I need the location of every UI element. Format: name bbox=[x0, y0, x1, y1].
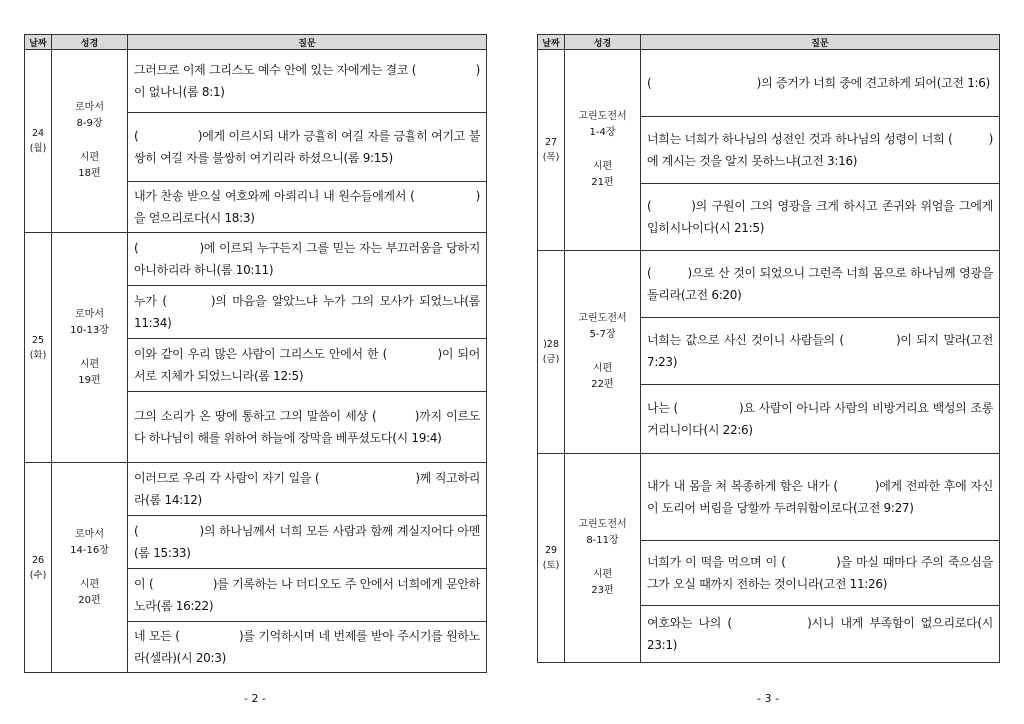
bible-cell bbox=[565, 454, 641, 663]
chapter-range: 8-9장 bbox=[76, 118, 103, 129]
date-cell bbox=[538, 50, 565, 251]
book-name: 고린도전서 bbox=[578, 313, 627, 324]
table-row bbox=[538, 50, 1000, 117]
question-cell: 내가 내 몸을 쳐 복종하게 함은 내가 ( )에게 전파한 후에 자신이 도리어 버림을 당할까 두려워함이로다(고전 9:27) bbox=[641, 454, 1000, 541]
book-name: 고린도전서 bbox=[578, 519, 627, 530]
bible-cell bbox=[565, 50, 641, 251]
question-cell: 너희가 이 떡을 먹으며 이 ( )을 마실 때마다 주의 죽으심을 그가 오실 때까지 전하는 것이니라(고전 11:26) bbox=[641, 541, 1000, 606]
psalm-label: 시편 bbox=[592, 569, 613, 580]
psalm-chapter: 18편 bbox=[78, 168, 101, 179]
question-cell: 내가 찬송 받으실 여호와께 아뢰리니 내 원수들에게서 ( )을 얻으리로다(시 18:3) bbox=[128, 182, 487, 233]
psalm-chapter: 20편 bbox=[78, 594, 101, 606]
date-cell bbox=[25, 233, 52, 463]
book-name: 로마서 bbox=[75, 102, 104, 113]
header-bible: 성경 bbox=[52, 35, 128, 50]
header-row bbox=[538, 35, 1000, 50]
right-page bbox=[537, 34, 1000, 663]
header-bible: 성경 bbox=[565, 35, 641, 50]
header-date: 날짜 bbox=[25, 35, 52, 50]
table-row bbox=[25, 463, 487, 516]
weekday: (목) bbox=[542, 152, 560, 163]
table-row bbox=[538, 454, 1000, 541]
header-question: 질문 bbox=[128, 35, 487, 50]
book-name: 로마서 bbox=[75, 528, 104, 540]
table-row bbox=[25, 50, 487, 113]
weekday: (월) bbox=[29, 143, 47, 154]
day-number: )28 bbox=[543, 339, 559, 350]
header-row bbox=[25, 35, 487, 50]
question-cell: 누가 ( )의 마음을 알았느냐 누가 그의 모사가 되었느냐(롬 11:34) bbox=[128, 286, 487, 339]
chapter-range: 8-11장 bbox=[586, 535, 619, 546]
chapter-range: 14-16장 bbox=[70, 544, 109, 556]
reading-table-right bbox=[537, 34, 1000, 663]
question-cell: 너희는 너희가 하나님의 성전인 것과 하나님의 성령이 너희 ( )에 계시는 것을 알지 못하느냐(고전 3:16) bbox=[641, 117, 1000, 184]
chapter-range: 10-13장 bbox=[70, 324, 109, 336]
reading-table-left bbox=[24, 34, 487, 673]
psalm-label: 시편 bbox=[592, 161, 613, 172]
left-page bbox=[24, 34, 487, 673]
question-cell: ( )의 증거가 너희 중에 견고하게 되어(고전 1:6) bbox=[641, 50, 1000, 117]
question-cell: 여호와는 나의 ( )시니 내게 부족함이 없으리로다(시 23:1) bbox=[641, 606, 1000, 663]
weekday: (수) bbox=[29, 569, 47, 581]
question-cell: 그의 소리가 온 땅에 통하고 그의 말씀이 세상 ( )까지 이르도다 하나님이 해를 위하여 하늘에 장막을 베푸셨도다(시 19:4) bbox=[128, 392, 487, 463]
book-name: 로마서 bbox=[75, 308, 104, 320]
bible-cell bbox=[565, 251, 641, 454]
psalm-chapter: 19편 bbox=[78, 374, 101, 386]
question-cell: 이러므로 우리 각 사람이 자기 일을 ( )께 직고하리라(롬 14:12) bbox=[128, 463, 487, 516]
psalm-chapter: 23편 bbox=[591, 585, 614, 596]
table-row bbox=[25, 233, 487, 286]
psalm-chapter: 21편 bbox=[591, 177, 614, 188]
question-cell: 네 모든 ( )를 기억하시며 네 번제를 받아 주시기를 원하노라(셀라)(시 20:3) bbox=[128, 622, 487, 673]
question-cell: ( )의 구원이 그의 영광을 크게 하시고 존귀와 위엄을 그에게 입히시나이다(시 21:5) bbox=[641, 184, 1000, 251]
question-cell: ( )에게 이르시되 내가 긍휼히 여길 자를 긍휼히 여기고 불쌍히 여길 자를 불쌍히 여기리라 하셨으니(롬 9:15) bbox=[128, 113, 487, 182]
page-number-right: - 3 - bbox=[757, 692, 779, 705]
psalm-label: 시편 bbox=[79, 578, 100, 590]
question-cell: ( )에 이르되 누구든지 그를 믿는 자는 부끄러움을 당하지 아니하리라 하니(롬 10:11) bbox=[128, 233, 487, 286]
question-cell: ( )으로 산 것이 되었으니 그런즉 너희 몸으로 하나님께 영광을 돌리라(고전 6:20) bbox=[641, 251, 1000, 318]
psalm-chapter: 22편 bbox=[591, 379, 614, 390]
date-cell bbox=[25, 463, 52, 673]
date-cell bbox=[538, 454, 565, 663]
question-cell: 이 ( )를 기록하는 나 더디오도 주 안에서 너희에게 문안하노라(롬 16:22) bbox=[128, 569, 487, 622]
weekday: (금) bbox=[542, 354, 560, 365]
question-cell: 그러므로 이제 그리스도 예수 안에 있는 자에게는 결코 ( )이 없나니(롬 8:1) bbox=[128, 50, 487, 113]
header-date: 날짜 bbox=[538, 35, 565, 50]
psalm-label: 시편 bbox=[79, 358, 100, 370]
day-number: 25 bbox=[31, 334, 45, 346]
bible-cell bbox=[52, 50, 128, 233]
chapter-range: 1-4장 bbox=[589, 127, 616, 138]
header-question: 질문 bbox=[641, 35, 1000, 50]
psalm-label: 시편 bbox=[79, 152, 100, 163]
table-row bbox=[538, 251, 1000, 318]
weekday: (토) bbox=[542, 560, 560, 571]
day-number: 24 bbox=[31, 128, 45, 139]
day-number: 26 bbox=[31, 554, 45, 566]
question-cell: ( )의 하나님께서 너희 모든 사람과 함께 계실지어다 아멘(롬 15:33) bbox=[128, 516, 487, 569]
chapter-range: 5-7장 bbox=[589, 329, 616, 340]
bible-cell bbox=[52, 233, 128, 463]
date-cell bbox=[25, 50, 52, 233]
question-cell: 너희는 값으로 사신 것이니 사람들의 ( )이 되지 말라(고전 7:23) bbox=[641, 318, 1000, 385]
date-cell bbox=[538, 251, 565, 454]
weekday: (화) bbox=[29, 349, 47, 361]
page-number-left: - 2 - bbox=[244, 692, 266, 705]
day-number: 27 bbox=[544, 137, 558, 148]
book-name: 고린도전서 bbox=[578, 111, 627, 122]
day-number: 29 bbox=[544, 545, 558, 556]
psalm-label: 시편 bbox=[592, 363, 613, 374]
bible-cell bbox=[52, 463, 128, 673]
question-cell: 나는 ( )요 사람이 아니라 사람의 비방거리요 백성의 조롱 거리니이다(시 22:6) bbox=[641, 385, 1000, 454]
question-cell: 이와 같이 우리 많은 사람이 그리스도 안에서 한 ( )이 되어 서로 지체가 되었느니라(롬 12:5) bbox=[128, 339, 487, 392]
